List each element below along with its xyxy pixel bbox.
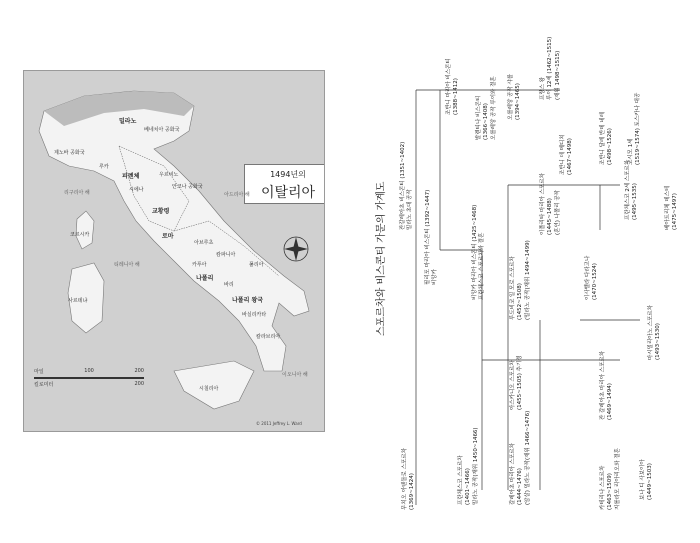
node-caterina: 카테리나 스포르차 (1463~1509) 지롤라모 리아리오와 결혼 — [600, 448, 621, 510]
label-bari: 바리 — [224, 282, 234, 288]
scale-km-200: 200 — [134, 381, 144, 387]
scale-200: 200 — [134, 368, 144, 374]
node-ippolita: 이폴리타 마리아 스포르차 (1445~1488) (혼인) 나폴리 공작 — [540, 173, 561, 235]
scale-km-label: 킬로미터 — [34, 382, 54, 388]
node-isabella: 이사벨라 다라고나 (1470~1524) — [585, 255, 599, 300]
label-genoa: 제노바 공화국 — [54, 150, 85, 156]
node-francesco-ii: 프란체스코 2세 스포르차 (1495~1535) — [625, 159, 639, 220]
label-calabria: 칼라브리아 — [256, 334, 281, 340]
label-basilicata: 바실리카타 — [242, 312, 267, 318]
label-lucca: 루카 — [99, 164, 109, 170]
node-louis: 프랑스 왕 루이 12세 (1462~1515) (재위 1498~1515) — [540, 36, 561, 100]
label-puglia: 풀리아 — [249, 262, 264, 268]
label-venice: 베네치아 공화국 — [144, 127, 180, 133]
label-capua: 카푸아 — [192, 262, 207, 268]
label-campania: 캄파니아 — [216, 252, 236, 258]
scale-100: 100 — [84, 368, 94, 374]
label-rome: 로마 — [162, 233, 174, 240]
node-bianca-maria: 비앙카 마리아 비스콘티 (1425~1468) 프란체스코 스포르차와 결혼 — [472, 204, 486, 300]
node-giovanni-maria: 조반니 마리아 비스콘티 (1388~1412) — [446, 58, 460, 115]
sea-tyrrhenian: 티레니아 해 — [114, 262, 140, 268]
label-naples: 나폴리 왕국 — [232, 297, 264, 304]
label-florence: 피렌체 — [122, 173, 140, 180]
label-siena: 시에나 — [129, 187, 144, 193]
label-ancona: 안코나 공화국 — [172, 184, 203, 190]
map-credit: © 2011 Jeffrey L. Ward — [256, 421, 302, 426]
label-milan: 밀라노 — [119, 118, 137, 125]
label-corsica: 코르시카 — [70, 232, 90, 238]
sea-adriatic: 아드리아 해 — [224, 192, 250, 198]
node-gian-galeazzo: 잔갈레아초 비스콘티 (1351~1402) 밀라노 초대 공작 — [400, 141, 414, 230]
label-urbino: 우르비노 — [159, 172, 179, 178]
node-cosimo: 코시모 1세 (1519~1574) 토스카나 대공 — [628, 92, 642, 165]
label-sardinia: 사르데냐 — [68, 298, 88, 304]
label-sicily: 시칠리아 — [199, 386, 219, 392]
node-bona: 보나 디 사보이아 (1449~1503) — [640, 459, 654, 500]
node-giovanni-medici: 조반니 데 메디치 (1467~1498) — [560, 134, 574, 175]
label-papal: 교황령 — [152, 208, 170, 215]
node-galeazzo-maria: 갈레아초 마리아 스포르차 (1444~1476) (암살) 밀라노 공작(재위 1466~1476) — [510, 410, 531, 505]
sea-ionian: 이오니아 해 — [282, 372, 308, 378]
node-gian-galeazzo-ii: 잔 갈레아초 마리아 스포르차 (1469~1494) — [600, 350, 614, 420]
label-naples-city: 나폴리 — [196, 275, 214, 282]
map-title: 이탈리아 — [260, 185, 316, 201]
node-charles: 오를레앙 공작 샤를 (1394~1465) — [508, 73, 522, 120]
node-filippo-maria: 필리포 마리아 비스콘티 (1392~1447) 비앙카 — [425, 189, 439, 285]
tree-title: 스포르차와 비스콘티 가문의 가계도 — [376, 181, 387, 336]
label-abruzzo: 아브루초 — [194, 240, 214, 246]
map-year: 1494년의 — [270, 170, 306, 179]
node-ascanio: 아스카니오 스포르차 (1455~1505) 추기경 — [510, 355, 524, 410]
node-muzio: 무치오 아텐돌로 스포르차 (1369~1424) — [402, 448, 416, 510]
node-giovanni-bande: 조반니 달레 반데 네레 (1498~1526) — [600, 111, 614, 165]
node-massimiliano: 마시밀리아노 스포르차 (1493~1530) — [648, 305, 662, 360]
node-francesco: 프란체스코 스포르차 (1401~1466) 밀라노 공작(재위 1450~1466) — [458, 427, 479, 505]
node-valentina: 발렌티나 비스콘티 (1366~1408) 오를레앙 공작 루이와 결혼 — [476, 76, 497, 140]
sea-ligurian: 리구리아 해 — [64, 190, 90, 196]
scale-miles-label: 마일 — [34, 369, 44, 375]
node-ludovico: 루도비코 일 모로 스포르차 (1452~1508) (밀라노 공작(재위 1494~1499) — [510, 240, 531, 320]
node-beatrice: 베아트리체 데스테 (1475~1497) — [665, 185, 679, 230]
